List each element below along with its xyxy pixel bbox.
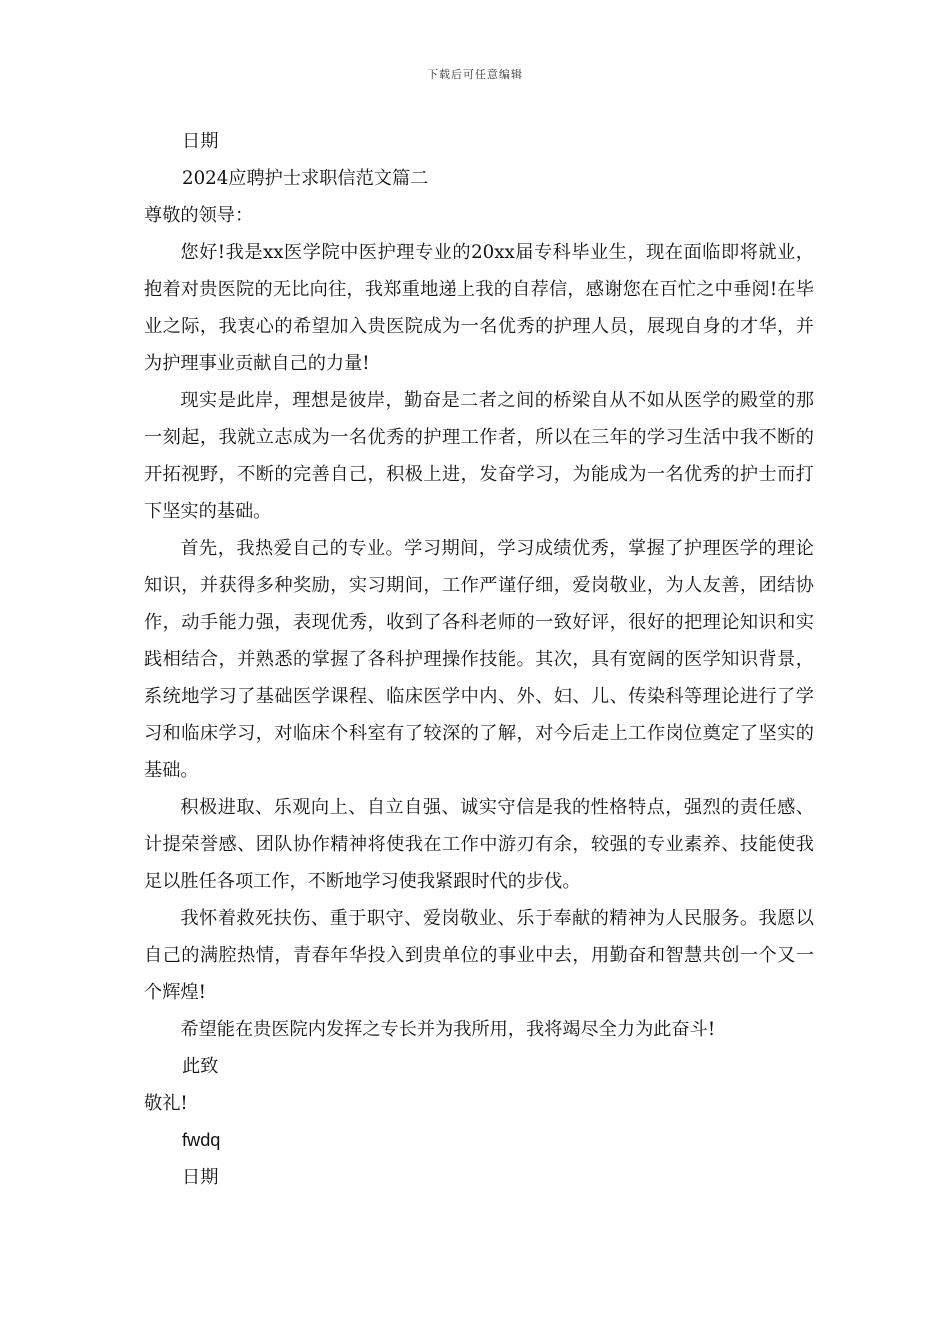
- date-top: 日期: [182, 131, 219, 152]
- header-note: 下载后可任意编辑: [427, 68, 523, 81]
- letter-title: 2024应聘护士求职信范文篇二: [182, 168, 429, 189]
- letter-body: [144, 123, 814, 1196]
- paragraph-qualifications: 首先，我热爱自己的专业。学习期间，学习成绩优秀，掌握了护理医学的理论知识，并获得多种奖励，实习期间，工作严谨仔细，爱岗敬业，为人友善，团结协作，动手能力强，表现优秀，收到了各科老师的一致好评，很好的把理论知识和实践相结合，并熟悉的掌握了各科护理操作技能。其次，具有宽阔的医学知识背景，系统地学习了基础医学课程、临床医学中内、外、妇、儿、传染科等理论进行了学习和临床学习，对临床个科室有了较深的了解，对今后走上工作岗位奠定了坚实的基础。: [144, 538, 814, 781]
- paragraph-service: 我怀着救死扶伤、重于职守、爱岗敬业、乐于奉献的精神为人民服务。我愿以自己的满腔热情，青春年华投入到贵单位的事业中去，用勤奋和智慧共创一个又一个辉煌!: [144, 908, 814, 1003]
- date-bottom: 日期: [182, 1167, 219, 1188]
- paragraph-character: 积极进取、乐观向上、自立自强、诚实守信是我的性格特点，强烈的责任感、计提荣誉感、团队协作精神将使我在工作中游刃有余，较强的专业素养、技能使我足以胜任各项工作，不断地学习使我紧跟时代的步伐。: [144, 797, 814, 892]
- signature: fwdq: [182, 1130, 221, 1150]
- closing-greeting: 此致: [182, 1056, 219, 1077]
- paragraph-aspiration: 现实是此岸，理想是彼岸，勤奋是二者之间的桥梁自从不如从医学的殿堂的那一刻起，我就立志成为一名优秀的护理工作者，所以在三年的学习生活中我不断的开拓视野，不断的完善自己，积极上进，发奋学习，为能成为一名优秀的护士而打下坚实的基础。: [144, 390, 814, 522]
- closing-salute: 敬礼!: [144, 1093, 188, 1114]
- salutation: 尊敬的领导：: [144, 205, 254, 226]
- paragraph-hope: 希望能在贵医院内发挥之专长并为我所用，我将竭尽全力为此奋斗!: [180, 1019, 716, 1040]
- paragraph-intro: 您好!我是xx医学院中医护理专业的20xx届专科毕业生，现在面临即将就业，抱着对贵医院的无比向往，我郑重地递上我的自荐信，感谢您在百忙之中垂阅!在毕业之际，我衷心的希望加入贵医院成为一名优秀的护理人员，展现自身的才华，并为护理事业贡献自己的力量!: [144, 242, 814, 374]
